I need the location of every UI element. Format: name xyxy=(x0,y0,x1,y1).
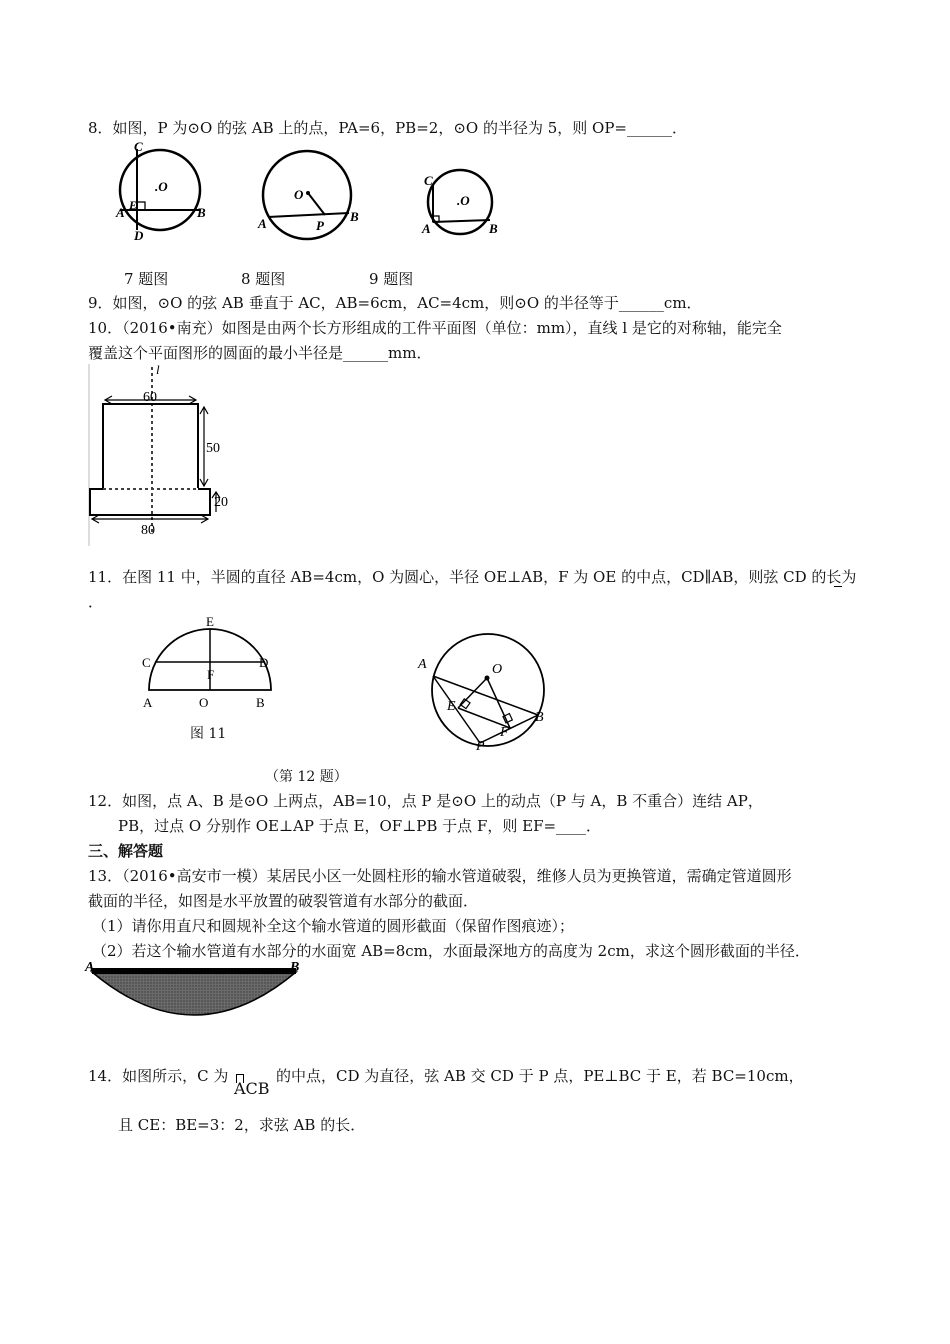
fig11-label-c: C xyxy=(142,655,151,670)
fig13-label-a: A xyxy=(85,960,95,975)
figure-7 xyxy=(115,139,206,243)
question-13-part-1: （1）请你用直尺和圆规补全这个输水管道的圆形截面（保留作图痕迹）； xyxy=(92,917,575,935)
question-11-line-2: ． xyxy=(88,593,104,611)
fig11-caption: 图 11 xyxy=(190,726,227,742)
question-12-line-2: PB，过点 O 分别作 OE⊥AP 于点 E，OF⊥PB 于点 F，则 EF=____． xyxy=(118,817,602,835)
question-14-prefix: 14．如图所示，C 为 xyxy=(88,1067,229,1085)
figures-7-8-9 xyxy=(100,135,520,255)
question-11-line-1: 11．在图 11 中，半圆的直径 AB=4cm，O 为圆心，半径 OE⊥AB，F 为 OE 的中点，CD∥AB，则弦 CD 的长为 xyxy=(88,568,857,586)
fig12-label-f: F xyxy=(500,725,509,740)
fig7-caption: 7 题图 xyxy=(124,270,169,288)
fig11-label-o: O xyxy=(199,695,209,710)
section-title-answers: 三、解答题 xyxy=(88,842,164,860)
fig10-label-width-top: 60 xyxy=(143,390,157,405)
fig9-caption: 9 题图 xyxy=(369,270,414,288)
fig10-label-height-base: 20 xyxy=(214,495,228,510)
fig8-label-a: A xyxy=(258,216,267,231)
fig7-label-b: B xyxy=(197,205,206,220)
fig12-caption: （第 12 题） xyxy=(265,769,348,785)
fig8-label-o: O xyxy=(294,187,304,202)
question-13-line-1: 13．（2016•高安市一模）某居民小区一处圆柱形的输水管道破裂，维修人员为更换管道，需确定管道圆形 xyxy=(88,867,792,885)
question-14-line-2: 且 CE：BE=3：2，求弦 AB 的长． xyxy=(118,1116,366,1134)
fig8-label-p: P xyxy=(316,218,324,233)
fig12-label-e: E xyxy=(447,699,456,714)
fig11-label-e: E xyxy=(206,614,214,629)
fig10-label-height-top: 50 xyxy=(206,441,220,456)
fig12-label-p: P xyxy=(476,739,485,754)
fig11-label-a: A xyxy=(143,695,153,710)
figure-12 xyxy=(410,620,570,760)
fig9-label-c: C xyxy=(424,173,433,188)
arc-label: ACB xyxy=(234,1079,270,1098)
fig9-label-a: A xyxy=(422,221,431,236)
fig8-caption: 8 题图 xyxy=(241,270,286,288)
fig7-label-c: C xyxy=(134,139,143,154)
fig9-label-o: .O xyxy=(457,193,470,208)
fig12-label-b: B xyxy=(535,710,544,725)
question-8: 8．如图，P 为⊙O 的弦 AB 上的点，PA=6，PB=2，⊙O 的半径为 5，则 OP=______． xyxy=(88,119,687,137)
question-13-part-2: （2）若这个输水管道有水部分的水面宽 AB=8cm，水面最深地方的高度为 2cm，求这个圆形截面的半径． xyxy=(92,942,810,960)
fig9-label-b: B xyxy=(489,221,498,236)
fig12-label-o: O xyxy=(492,662,503,677)
figure-11 xyxy=(135,612,285,722)
question-10-line-2: 覆盖这个平面图形的圆面的最小半径是______mm． xyxy=(88,344,432,362)
fig8-label-b: B xyxy=(350,209,359,224)
figure-13-pipe-section xyxy=(84,958,314,1028)
fig7-label-e: E xyxy=(129,198,138,212)
fig7-label-a: A xyxy=(116,205,125,220)
question-12-line-1: 12．如图，点 A、B 是⊙O 上两点，AB=10，点 P 是⊙O 上的动点（P 与 A，B 不重合）连结 AP， xyxy=(88,792,763,810)
fig13-label-b: B xyxy=(290,960,300,975)
figure-10 xyxy=(86,362,246,548)
fig11-label-f: F xyxy=(207,667,215,682)
fig10-label-width-base: 80 xyxy=(141,523,155,538)
fig11-label-b: B xyxy=(256,695,265,710)
fig7-label-o: .O xyxy=(155,179,168,194)
fig10-label-l: l xyxy=(156,362,160,377)
figure-9 xyxy=(421,170,498,236)
fig11-label-d: D xyxy=(259,655,269,670)
question-10-line-1: 10．（2016•南充）如图是由两个长方形组成的工件平面图（单位：mm），直线 l 是它的对称轴，能完全 xyxy=(88,319,782,337)
fig12-label-a: A xyxy=(418,657,427,672)
figure-8 xyxy=(257,151,359,239)
question-13-line-2: 截面的半径，如图是水平放置的破裂管道有水部分的截面． xyxy=(88,892,479,910)
question-14-main: 的中点，CD 为直径，弦 AB 交 CD 于 P 点，PE⊥BC 于 E，若 BC=10cm， xyxy=(276,1067,804,1085)
answer-blank xyxy=(834,586,842,587)
fig7-label-d: D xyxy=(134,228,144,243)
question-9: 9．如图，⊙O 的弦 AB 垂直于 AC，AB=6cm，AC=4cm，则⊙O 的半径等于______cm． xyxy=(88,294,702,312)
